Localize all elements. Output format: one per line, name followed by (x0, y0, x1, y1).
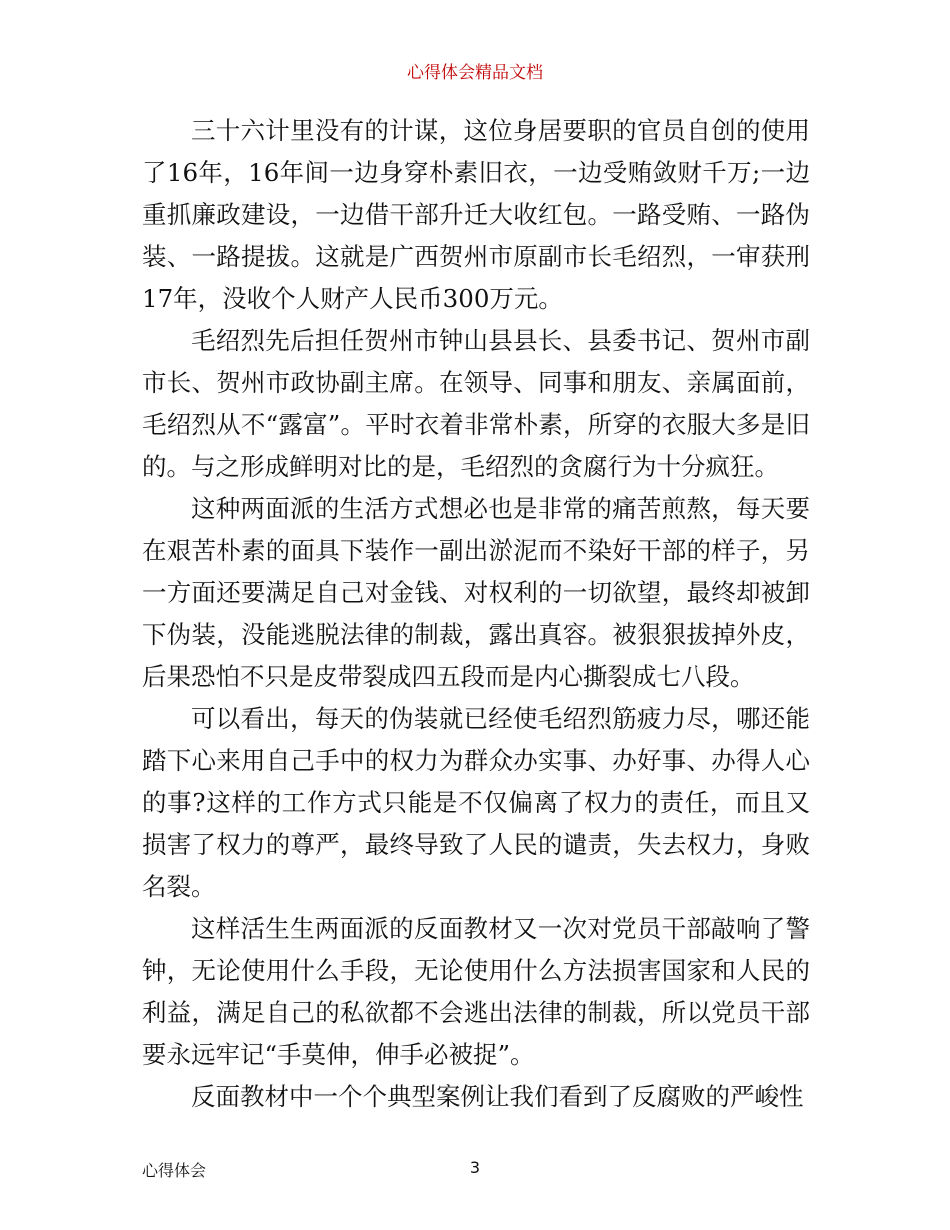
page-footer (0, 1158, 950, 1180)
paragraph-5: 这样活生生两面派的反面教材又一次对党员干部敲响了警钟，无论使用什么手段，无论使用什么方法损害国家和人民的利益，满足自己的私欲都不会逃出法律的制裁，所以党员干部要永远牢记“手莫伸，伸手必被捉”。 (142, 914, 810, 1069)
page-header-title: 心得体会精品文档 (407, 63, 543, 83)
document-body (142, 110, 810, 1118)
footer-label: 心得体会 (142, 1161, 207, 1180)
paragraph-2: 毛绍烈先后担任贺州市钟山县县长、县委书记、贺州市副市长、贺州市政协副主席。在领导、同事和朋友、亲属面前，毛绍烈从不“露富”。平时衣着非常朴素，所穿的衣服大多是旧的。与之形成鲜明对比的是，毛绍烈的贪腐行为十分疯狂。 (142, 326, 810, 481)
paragraph-1: 三十六计里没有的计谋，这位身居要职的官员自创的使用了16年，16年间一边身穿朴素旧衣，一边受贿敛财千万;一边重抓廉政建设，一边借干部升迁大收红包。一路受贿、一路伪装、一路提拔。这就是广西贺州市原副市长毛绍烈，一审获刑17年，没收个人财产人民币300万元。 (142, 116, 810, 313)
paragraph-3: 这种两面派的生活方式想必也是非常的痛苦煎熬，每天要在艰苦朴素的面具下装作一副出淤泥而不染好干部的样子，另一方面还要满足自己对金钱、对权利的一切欲望，最终却被卸下伪装，没能逃脱法律的制裁，露出真容。被狠狠拔掉外皮，后果恐怕不只是皮带裂成四五段而是内心撕裂成七八段。 (142, 494, 810, 691)
page-number: 3 (469, 1158, 481, 1177)
paragraph-6: 反面教材中一个个典型案例让我们看到了反腐败的严峻性 (191, 1082, 804, 1111)
paragraph-4: 可以看出，每天的伪装就已经使毛绍烈筋疲力尽，哪还能踏下心来用自己手中的权力为群众办实事、办好事、办得人心的事?这样的工作方式只能是不仅偏离了权力的责任，而且又损害了权力的尊严，最终导致了人民的谴责，失去权力，身败名裂。 (142, 704, 810, 901)
